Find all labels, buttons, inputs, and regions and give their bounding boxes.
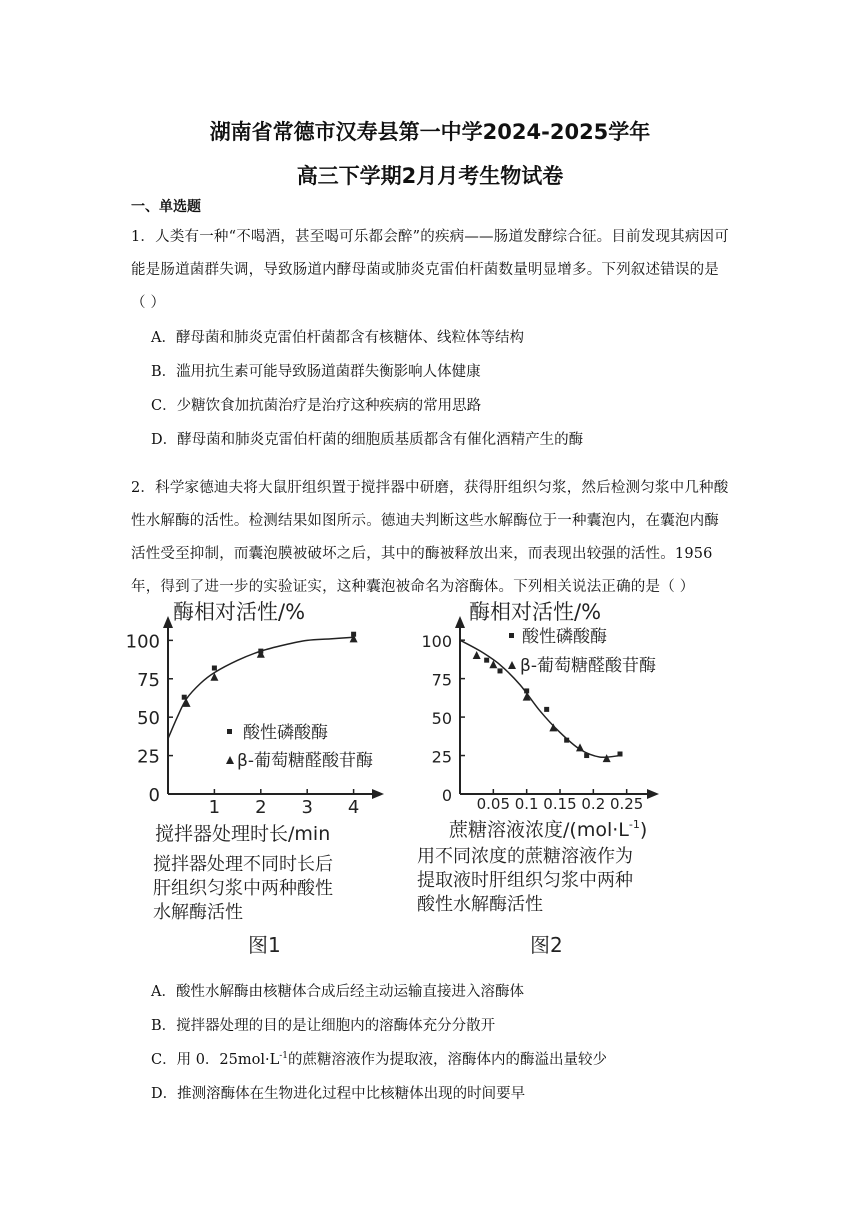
fig1-y-tick-label: 50 <box>137 708 160 730</box>
fig1-caption-line-1: 搅拌器处理不同时长后 <box>153 854 333 875</box>
fig2-label: 图2 <box>530 933 563 957</box>
question-1-option-d: D．酵母菌和肺炎克雷伯杆菌的细胞质基质都含有催化酒精产生的酶 <box>151 432 584 448</box>
fig1-label: 图1 <box>248 933 281 957</box>
fig2-legend-label-1: 酸性磷酸酶 <box>522 627 607 647</box>
fig2-caption-line-1: 用不同浓度的蔗糖溶液作为 <box>417 846 633 867</box>
fig2-series-1-point <box>618 752 623 757</box>
fig1-y-title: 酶相对活性/% <box>173 600 306 624</box>
question-2-option-c: C．用 0．$25mol\cdot L^{-1}$的蔗糖溶液作为提取液，溶酶体内的酶溢出量较少 <box>151 1051 608 1068</box>
fig2-x-tick-label: 0.25 <box>609 795 644 813</box>
question-1-option-c: C．少糖饮食加抗菌治疗是治疗这种疾病的常用思路 <box>151 398 482 414</box>
fig2-x-tick-label: 0.1 <box>514 795 539 813</box>
fig2-legend <box>508 627 656 676</box>
fig1-y-tick-label: 0 <box>148 785 160 806</box>
fig1-x-tick-label: 3 <box>301 797 313 818</box>
figure-1 <box>126 600 384 957</box>
enzyme-activity-charts <box>125 594 711 964</box>
fig1-x-arrow <box>372 789 384 799</box>
fig2-x-tick-label: 0.05 <box>476 795 511 813</box>
fig2-y-tick-label: 0 <box>441 786 452 805</box>
fig2-y-title: 酶相对活性/% <box>469 600 602 624</box>
fig2-y-tick-label: 100 <box>421 632 452 652</box>
figure-2 <box>417 600 659 957</box>
fig2-series-1-point <box>484 658 489 663</box>
fig1-series-1-point <box>212 666 217 671</box>
question-1-option-a: A．酵母菌和肺炎克雷伯杆菌都含有核糖体、线粒体等结构 <box>151 330 524 346</box>
question-1-option-b: B．滥用抗生素可能导致肠道菌群失衡影响人体健康 <box>151 364 481 380</box>
fig1-series-2-point <box>350 634 358 642</box>
fig1-x-title: 搅拌器处理时长/min <box>155 823 331 845</box>
fig1-x-tick-label: 1 <box>208 797 221 818</box>
fig1-y-tick-label: 75 <box>137 669 160 691</box>
fig2-x-tick-label: 0.15 <box>543 795 577 813</box>
fig2-y-tick-label: 75 <box>431 670 452 690</box>
fig2-legend-label-2: β-葡萄糖醛酸苷酶 <box>520 656 656 676</box>
fig2-series-2-point <box>603 754 611 762</box>
fig2-series-1-point <box>544 707 549 712</box>
question-2-option-d: D．推测溶酶体在生物进化过程中比核糖体出现的时间要早 <box>151 1086 526 1102</box>
fig1-y-arrow <box>163 616 173 628</box>
fig1-legend-label-1: 酸性磷酸酶 <box>243 723 328 743</box>
figures <box>125 594 711 968</box>
fig1-x-tick-label: 2 <box>255 797 267 818</box>
fig1-y-tick-label: 25 <box>137 746 160 768</box>
fig2-series-2-point <box>549 723 557 731</box>
fig2-y-tick-label: 25 <box>431 747 452 767</box>
fig2-x-tick-label: 0.2 <box>581 795 606 813</box>
fig1-series-1-point <box>182 695 187 700</box>
fig1-legend-triangle-marker <box>226 756 234 764</box>
fig1-y-tick-label: 100 <box>125 631 160 653</box>
exam-title-line1: 湖南省常德市汉寿县第一中学2024-2025学年 <box>209 120 651 144</box>
fig2-legend-triangle-marker <box>508 661 516 669</box>
fig2-caption-line-3: 酸性水解酶活性 <box>417 894 543 915</box>
exam-title-line2: 高三下学期2月月考生物试卷 <box>296 164 564 188</box>
fig2-caption-line-2: 提取液时肝组织匀浆中两种 <box>417 870 633 891</box>
fig2-series-1-point <box>564 738 569 743</box>
fig2-y-tick-label: 50 <box>431 709 452 729</box>
fig1-x-tick-label: 4 <box>347 797 360 818</box>
fig1-legend-label-2: β-葡萄糖醛酸苷酶 <box>237 751 373 771</box>
fig2-x-arrow <box>647 789 659 799</box>
fig1-caption-line-2: 肝组织匀浆中两种酸性 <box>153 878 333 899</box>
fig2-y-arrow <box>455 616 465 628</box>
fig2-legend-square-marker <box>509 633 514 638</box>
fig2-series-1-point <box>584 753 589 758</box>
section-heading: 一、单选题 <box>131 199 201 215</box>
fig2-x-title: 蔗糖溶液浓度$/(mol\cdot L^{-1})$ <box>449 818 648 841</box>
question-2-option-b: B．搅拌器处理的目的是让细胞内的溶酶体充分分散开 <box>151 1018 496 1034</box>
question-2-option-a: A．酸性水解酶由核糖体合成后经主动运输直接进入溶酶体 <box>151 984 524 1000</box>
fig2-series-1-point <box>498 668 503 673</box>
question-2-stem: 2．科学家德迪夫将大鼠肝组织置于搅拌器中研磨，获得肝组织匀浆，然后检测匀浆中几种酸性水解酶的活性。检测结果如图所示。德迪夫判断这些水解酶位于一种囊泡内，在囊泡内酶活性受至抑制，而囊泡膜被破坏之后，其中的酶被释放出来，而表现出较强的活性。1956年，得到了进一步的实验证实，这种囊泡被命名为溶酶体。下列相关说法正确的是（ ） <box>131 480 729 595</box>
fig2-series-2-point <box>473 651 481 659</box>
fig1-legend-square-marker <box>227 729 232 734</box>
fig1-legend <box>226 723 373 771</box>
fig1-caption-line-3: 水解酶活性 <box>153 902 243 923</box>
question-1-stem: 1．人类有一种“不喝酒，甚至喝可乐都会醉”的疾病——肠道发酵综合征。目前发现其病因可能是肠道菌群失调，导致肠道内酵母菌或肺炎克雷伯杆菌数量明显增多。下列叙述错误的是（ ） <box>131 229 729 311</box>
